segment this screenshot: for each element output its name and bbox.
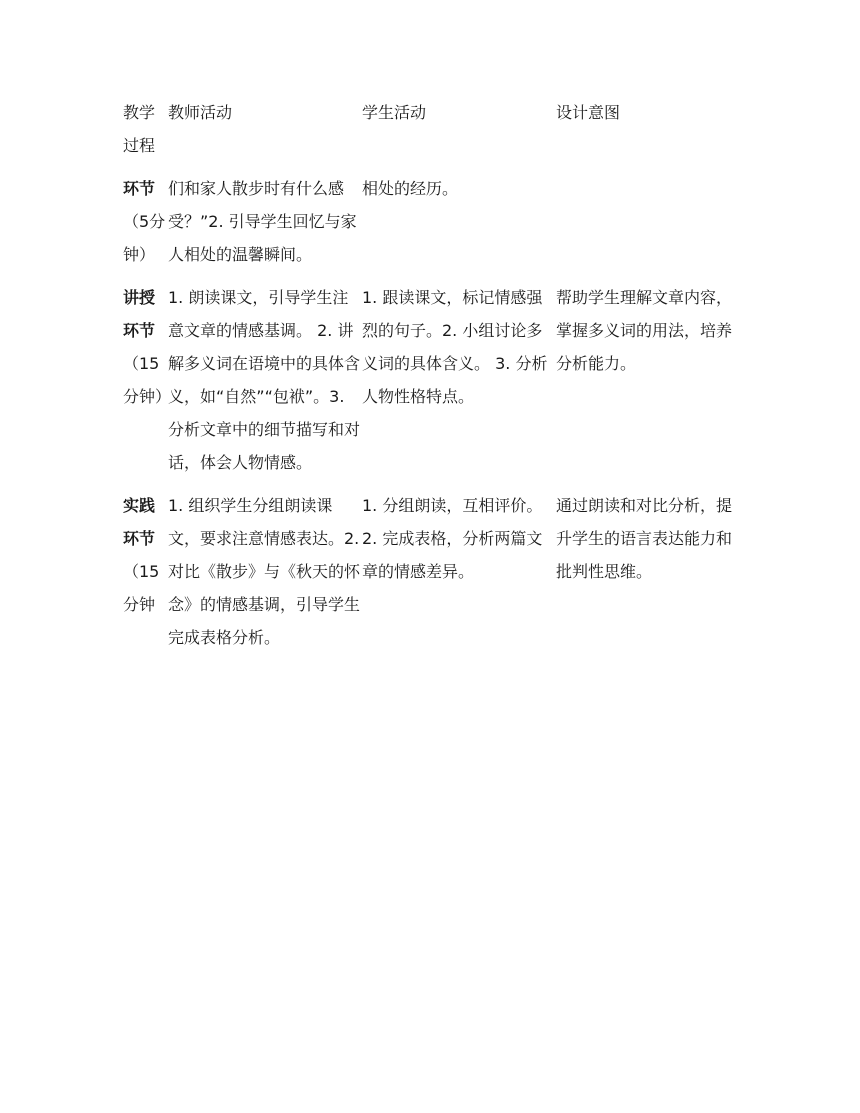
stage-name: 实践环节 [123, 496, 156, 548]
table-header-row [123, 96, 743, 172]
design-intent-cell: 通过朗读和对比分析，提升学生的语言表达能力和批判性思维。 [556, 496, 733, 581]
stage-cell [123, 281, 172, 489]
teacher-activity-cell: 1. 朗读课文，引导学生注意文章的情感基调。 2. 讲解多义词在语境中的具体含义，如“自然”“包袱”。3. 分析文章中的细节描写和对话，体会人物情感。 [168, 288, 361, 472]
stage-duration: （5分钟） [123, 212, 166, 264]
stage-cell [123, 489, 168, 654]
design-intent-cell [556, 172, 743, 281]
header-stage: 教学过程 [123, 103, 156, 155]
teacher-activity-cell: 1. 组织学生分组朗读课文，要求注意情感表达。2. 对比《散步》与《秋天的怀念》的情感基调，引导学生完成表格分析。 [168, 496, 361, 647]
stage-name: 讲授环节 [123, 288, 156, 340]
stage-cell [123, 172, 168, 281]
teacher-activity-cell: 们和家人散步时有什么感受？”2. 引导学生回忆与家人相处的温馨瞬间。 [168, 179, 357, 264]
header-student-activity: 学生活动 [362, 103, 427, 122]
table-row [123, 172, 743, 281]
design-intent-cell: 帮助学生理解文章内容，掌握多义词的用法，培养分析能力。 [556, 288, 733, 373]
header-design-intent: 设计意图 [556, 103, 621, 122]
header-teacher-activity: 教师活动 [168, 103, 233, 122]
student-activity-cell: 1. 分组朗读，互相评价。2. 完成表格，分析两篇文章的情感差异。 [362, 496, 543, 581]
stage-duration: （15分钟） [123, 354, 172, 406]
student-activity-cell: 相处的经历。 [362, 179, 459, 198]
stage-name: 环节 [123, 179, 156, 198]
table-row [123, 281, 743, 489]
stage-duration: （15分钟 [123, 562, 160, 614]
table-row [123, 489, 743, 654]
lesson-plan-table [123, 96, 743, 654]
student-activity-cell: 1. 跟读课文，标记情感强烈的句子。2. 小组讨论多义词的具体含义。 3. 分析人物性格特点。 [362, 288, 548, 406]
